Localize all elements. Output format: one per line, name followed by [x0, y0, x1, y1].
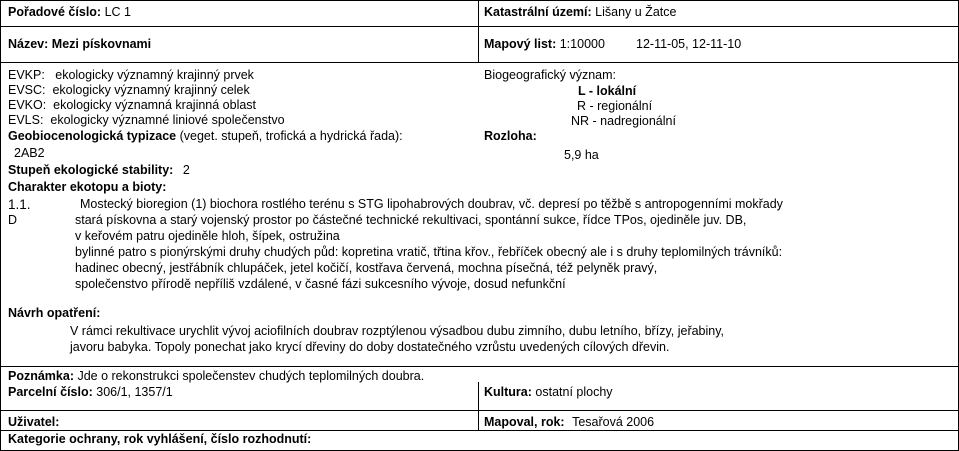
legend-evko: EVKO: ekologicky významná krajinná oblast: [8, 98, 257, 112]
stabilita-label: Stupeň ekologické stability:: [8, 163, 174, 177]
poznamka-value: Jde o rekonstrukci společenstev chudých teplomilných doubra.: [74, 369, 425, 383]
katastr-uzemi: [484, 5, 676, 20]
rule-1: [0, 26, 959, 27]
charakter-label: Charakter ekotopu a bioty:: [8, 180, 167, 194]
rule-4: [0, 410, 959, 411]
parcelni-value: 306/1, 1357/1: [96, 385, 173, 399]
kategorie-label: Kategorie ochrany, rok vyhlášení, číslo rozhodnutí:: [8, 432, 312, 446]
biogeo-label: Biogeografický význam:: [484, 68, 617, 82]
geobio-label: Geobiocenologická typizace: [8, 129, 177, 143]
rozloha-label: Rozloha:: [484, 129, 537, 143]
parcelni-cislo: [8, 385, 173, 400]
divider-parcel: [478, 382, 479, 410]
nazev: [8, 37, 151, 52]
geobio-sublabel: (veget. stupeň, trofická a hydrická řada):: [176, 129, 403, 143]
poznamka-label: Poznámka:: [8, 369, 74, 383]
charakter-code-2: D: [8, 213, 18, 227]
stabilita: [8, 163, 190, 178]
rozloha-value: 5,9 ha: [564, 148, 599, 162]
rule-5: [0, 430, 959, 431]
navrh-line-1: V rámci rekultivace urychlit vývoj aciofilních doubrav rozptýlenou výsadbou dubu zimního, dubu letního, břízy, jeřabiny,: [70, 324, 725, 338]
biogeo-nr: NR - nadregionální: [571, 114, 676, 128]
charakter-line-3: v keřovém patru ojediněle hloh, šípek, ostružina: [75, 229, 340, 243]
kultura-value: ostatní plochy: [535, 385, 613, 399]
divider-top: [478, 0, 479, 62]
mapovy-sheets: 12-11-05, 12-11-10: [636, 37, 742, 51]
mapoval: [484, 415, 654, 430]
rule-2: [0, 62, 959, 63]
nazev-value: Mezi pískovnami: [51, 37, 152, 51]
legend-evls: EVLS: ekologicky významné liniové společenstvo: [8, 113, 285, 127]
poradove-cislo: [8, 5, 131, 20]
mapovy-list: [484, 37, 605, 52]
mapovy-scale: 1:10000: [559, 37, 605, 51]
navrh-line-2: javoru babyka. Topoly ponechat jako krycí dřeviny do doby dostatečného vzrůstu uvedených cílových dřevin.: [70, 340, 670, 354]
charakter-code-1: 1.1.: [8, 197, 31, 212]
charakter-line-6: společenstvo přírodě nepříliš vzdálené, v časné fázi sukcesního vývoje, dosud nefunkční: [75, 277, 566, 291]
biogeo-l: L - lokální: [578, 84, 637, 98]
legend-evsc: EVSC: ekologicky významný krajinný celek: [8, 83, 250, 97]
nazev-label: Název:: [8, 37, 49, 51]
charakter-line-4: bylinné patro s pionýrskými druhy chudých půd: kopretina vratič, třtina křov., řebříček obecný ale i s druhy teplomilných trávníků:: [75, 245, 783, 259]
mapoval-label: Mapoval, rok:: [484, 415, 565, 429]
rule-3: [0, 366, 959, 367]
geobio: [8, 129, 403, 144]
poradove-label: Pořadové číslo:: [8, 5, 102, 19]
poznamka: [8, 369, 424, 384]
charakter-line-1: Mostecký bioregion (1) biochora rostlého terénu s STG lipohabrových doubrav, vč. depresí po těžbě s antropogenními mokřady: [80, 197, 783, 211]
kultura: [484, 385, 613, 400]
kultura-label: Kultura:: [484, 385, 532, 399]
divider-user: [478, 410, 479, 430]
biogeo-r: R - regionální: [577, 99, 653, 113]
charakter-line-2: stará pískovna a starý vojenský prostor po částečné technické rekultivaci, spontánní sukce, řídce TPos, ojediněle juv. DB,: [75, 213, 747, 227]
katastr-label: Katastrální území:: [484, 5, 592, 19]
navrh-label: Návrh opatření:: [8, 306, 101, 320]
legend-evkp: EVKP: ekologicky významný krajinný prvek: [8, 68, 254, 82]
stabilita-value: 2: [182, 163, 190, 177]
mapovy-label: Mapový list:: [484, 37, 557, 51]
katastr-value: Lišany u Žatce: [595, 5, 677, 19]
poradove-value: LC 1: [104, 5, 131, 19]
charakter-line-5: hadinec obecný, jestřábník chlupáček, jetel kočičí, kostřava červená, mochna písečná, též pelyněk pravý,: [75, 261, 658, 275]
uzivatel-label: Uživatel:: [8, 415, 60, 429]
geobio-value: 2AB2: [14, 146, 45, 160]
parcelni-label: Parcelní číslo:: [8, 385, 93, 399]
mapoval-value: Tesařová 2006: [572, 415, 655, 429]
